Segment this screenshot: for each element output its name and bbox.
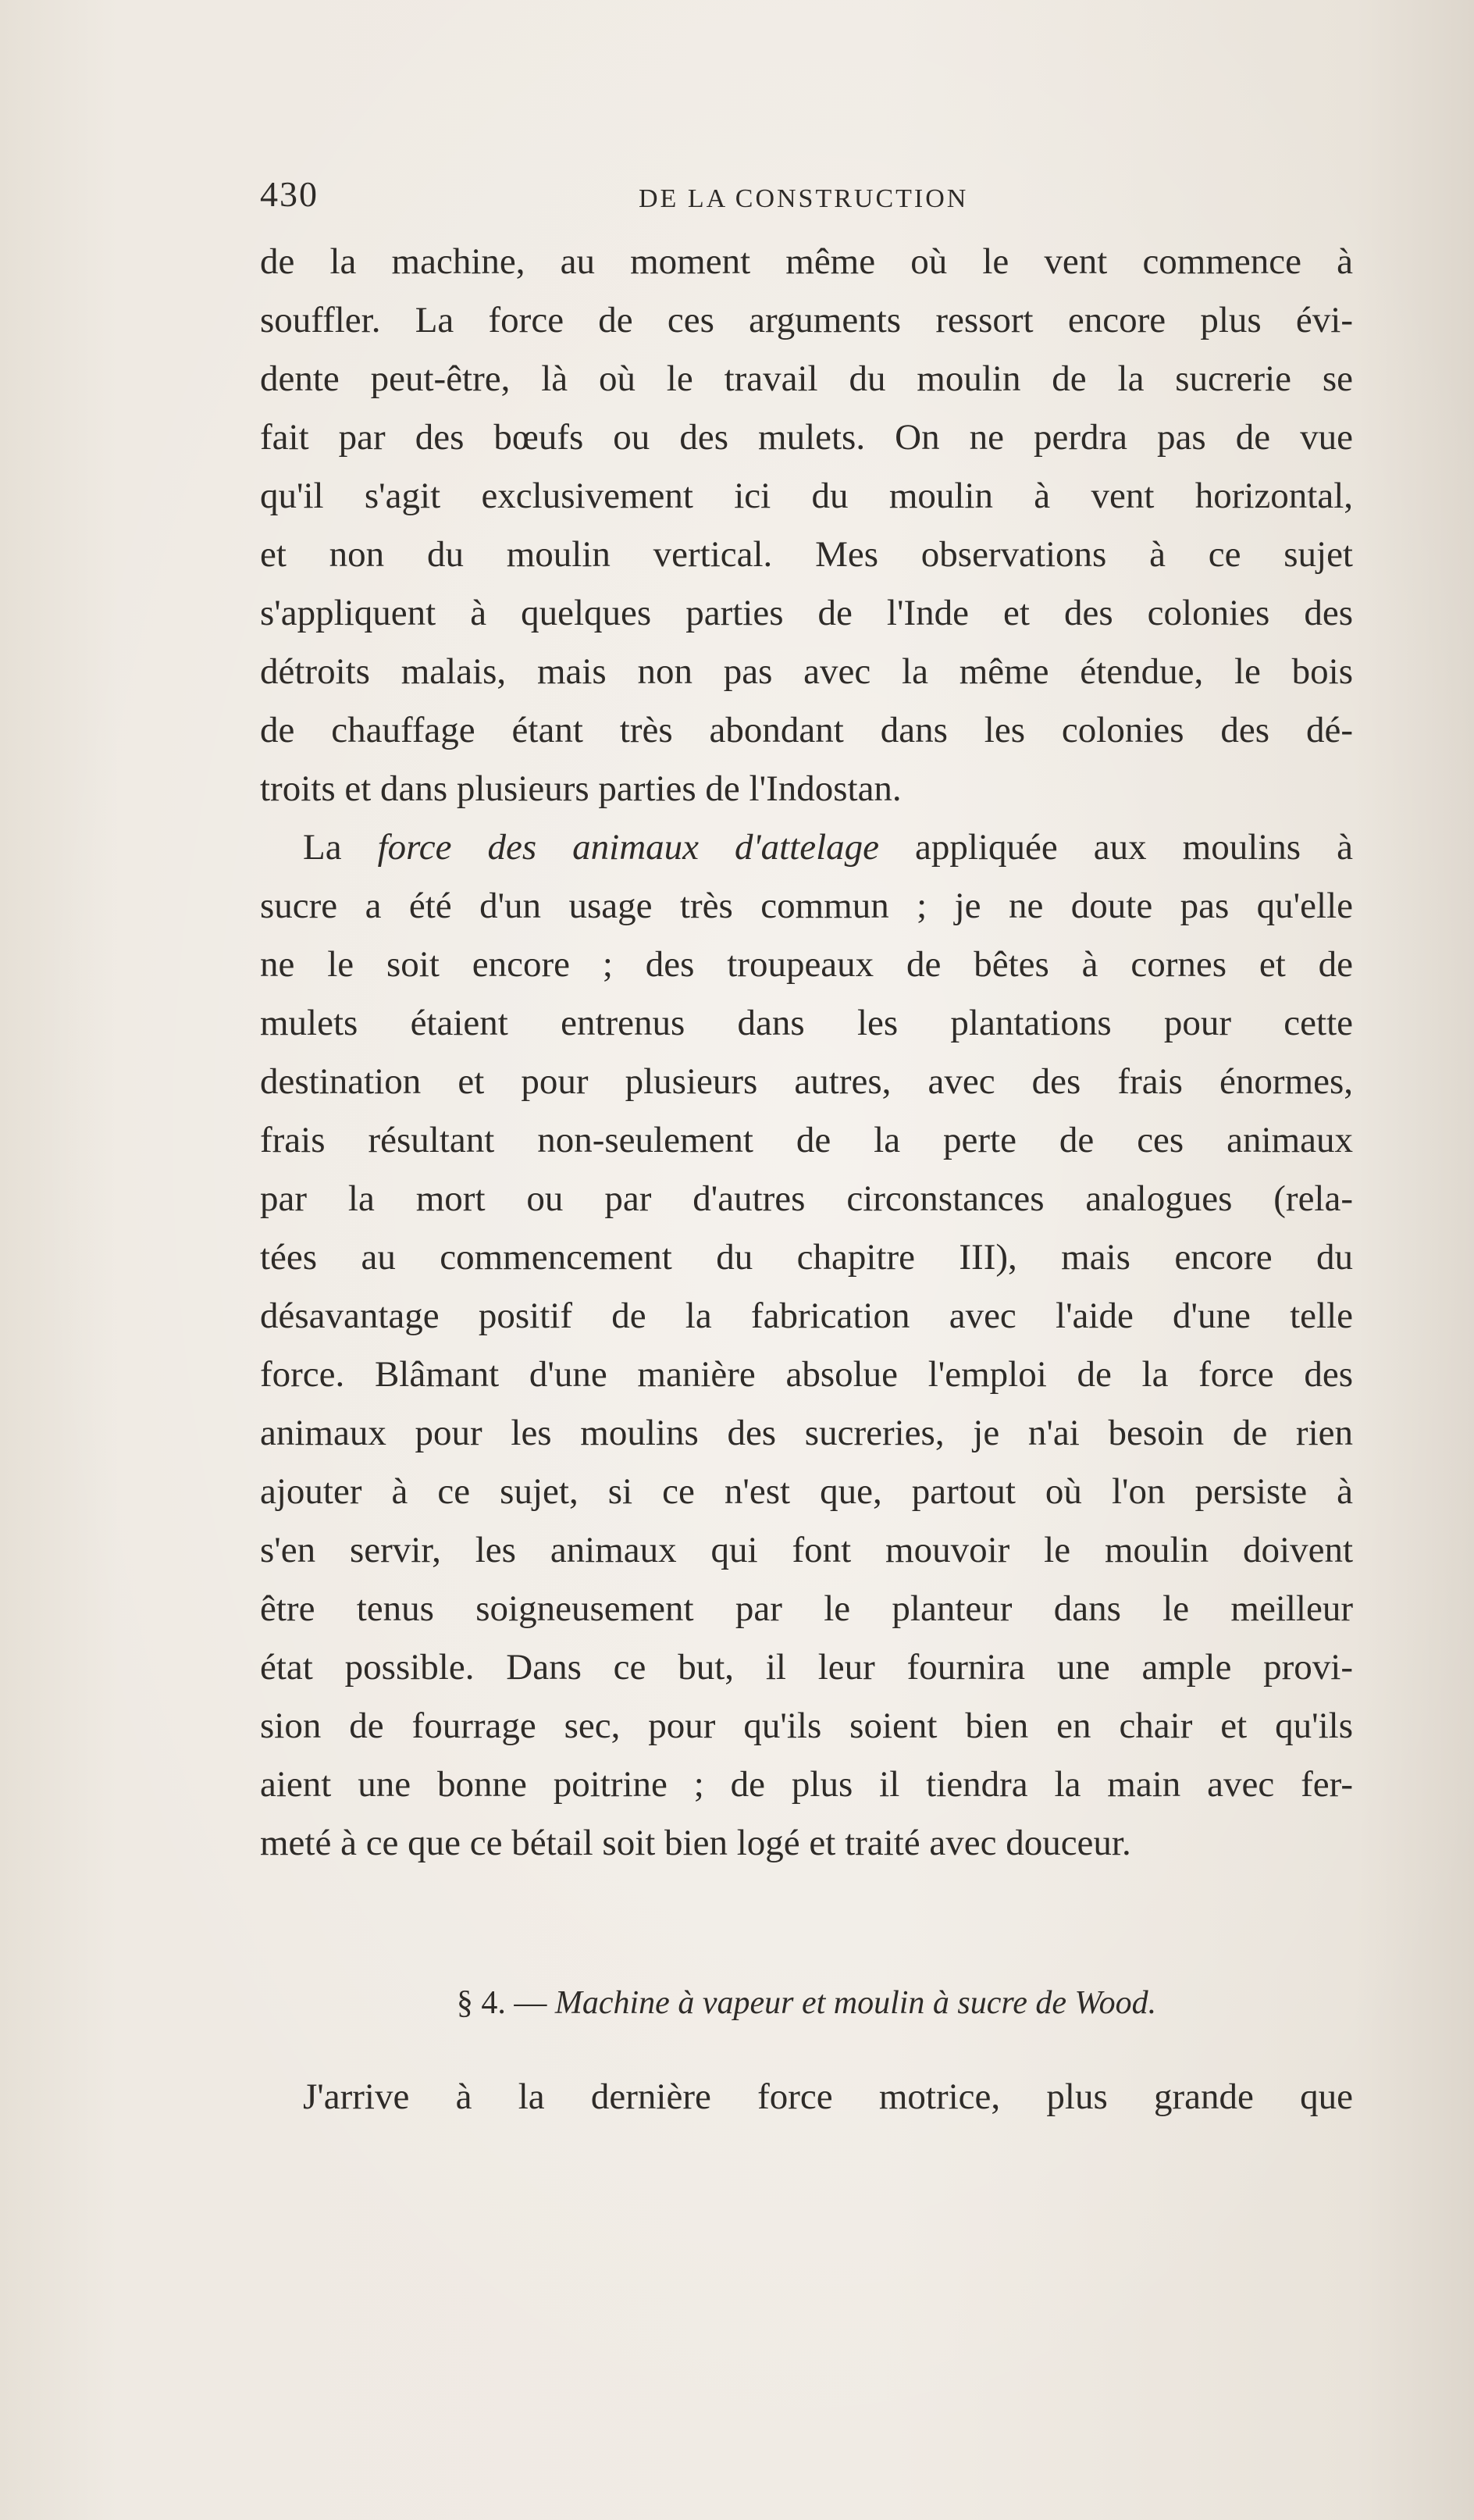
- paragraph-2: [260, 818, 1353, 1873]
- text-line: détroits malais, mais non pas avec la même étendue, le bois: [260, 651, 1353, 692]
- text-line: s'en servir, les animaux qui font mouvoir le moulin doivent: [260, 1530, 1353, 1570]
- text-line: troits et dans plusieurs parties de l'Indostan.: [260, 768, 902, 809]
- text-line: animaux pour les moulins des sucreries, je n'ai besoin de rien: [260, 1413, 1353, 1453]
- text-line: J'arrive à la dernière force motrice, plus grande que: [303, 2076, 1353, 2117]
- section-number: § 4. —: [456, 1985, 555, 2021]
- text-line: par la mort ou par d'autres circonstances analogues (rela-: [260, 1178, 1353, 1219]
- text-line: de chauffage étant très abondant dans les colonies des dé-: [260, 710, 1353, 750]
- section-heading: [260, 1976, 1353, 2030]
- text-line: force. Blâmant d'une manière absolue l'emploi de la force des: [260, 1354, 1353, 1395]
- text-line: sucre a été d'un usage très commun ; je ne doute pas qu'elle: [260, 886, 1353, 926]
- paragraph-1: [260, 233, 1353, 818]
- text-line: meté à ce que ce bétail soit bien logé et traité avec douceur.: [260, 1823, 1131, 1863]
- text-line: aient une bonne poitrine ; de plus il tiendra la main avec fer-: [260, 1764, 1353, 1805]
- text-line: fait par des bœufs ou des mulets. On ne perdra pas de vue: [260, 417, 1353, 458]
- text-rest: appliquée aux moulins à: [878, 827, 1353, 868]
- emphasis-text: force des animaux d'attelage: [377, 827, 879, 868]
- body-text: [260, 233, 1353, 1873]
- page-number: 430: [260, 174, 319, 214]
- text-line: tées au commencement du chapitre III), mais encore du: [260, 1237, 1353, 1278]
- text-line: dente peut-être, là où le travail du moulin de la sucrerie se: [260, 358, 1353, 399]
- text-line: destination et pour plusieurs autres, avec des frais énormes,: [260, 1061, 1353, 1102]
- text-line: être tenus soigneusement par le planteur dans le meilleur: [260, 1588, 1353, 1629]
- text-line: désavantage positif de la fabrication avec l'aide d'une telle: [260, 1296, 1353, 1336]
- text-line-first: [260, 818, 1353, 877]
- text-line: frais résultant non-seulement de la perte de ces animaux: [260, 1120, 1353, 1160]
- text-line: de la machine, au moment même où le vent commence à: [260, 241, 1353, 282]
- text-line: ne le soit encore ; des troupeaux de bêtes à cornes et de: [260, 944, 1353, 985]
- text-line: sion de fourrage sec, pour qu'ils soient bien en chair et qu'ils: [260, 1706, 1353, 1746]
- text-line: état possible. Dans ce but, il leur fournira une ample provi-: [260, 1647, 1353, 1688]
- running-head: DE LA CONSTRUCTION: [639, 184, 969, 213]
- section-title: Machine à vapeur et moulin à sucre de Wood.: [554, 1985, 1157, 2021]
- text-lead: La: [303, 827, 378, 868]
- text-line: mulets étaient entrenus dans les plantations pour cette: [260, 1003, 1353, 1043]
- page-header: [260, 173, 1353, 228]
- paragraph-3: [260, 2068, 1353, 2126]
- text-line: et non du moulin vertical. Mes observations à ce sujet: [260, 534, 1353, 575]
- text-line: qu'il s'agit exclusivement ici du moulin à vent horizontal,: [260, 476, 1353, 516]
- text-line: souffler. La force de ces arguments ressort encore plus évi-: [260, 300, 1353, 340]
- text-line: ajouter à ce sujet, si ce n'est que, partout où l'on persiste à: [260, 1471, 1353, 1512]
- text-line: s'appliquent à quelques parties de l'Inde et des colonies des: [260, 593, 1353, 633]
